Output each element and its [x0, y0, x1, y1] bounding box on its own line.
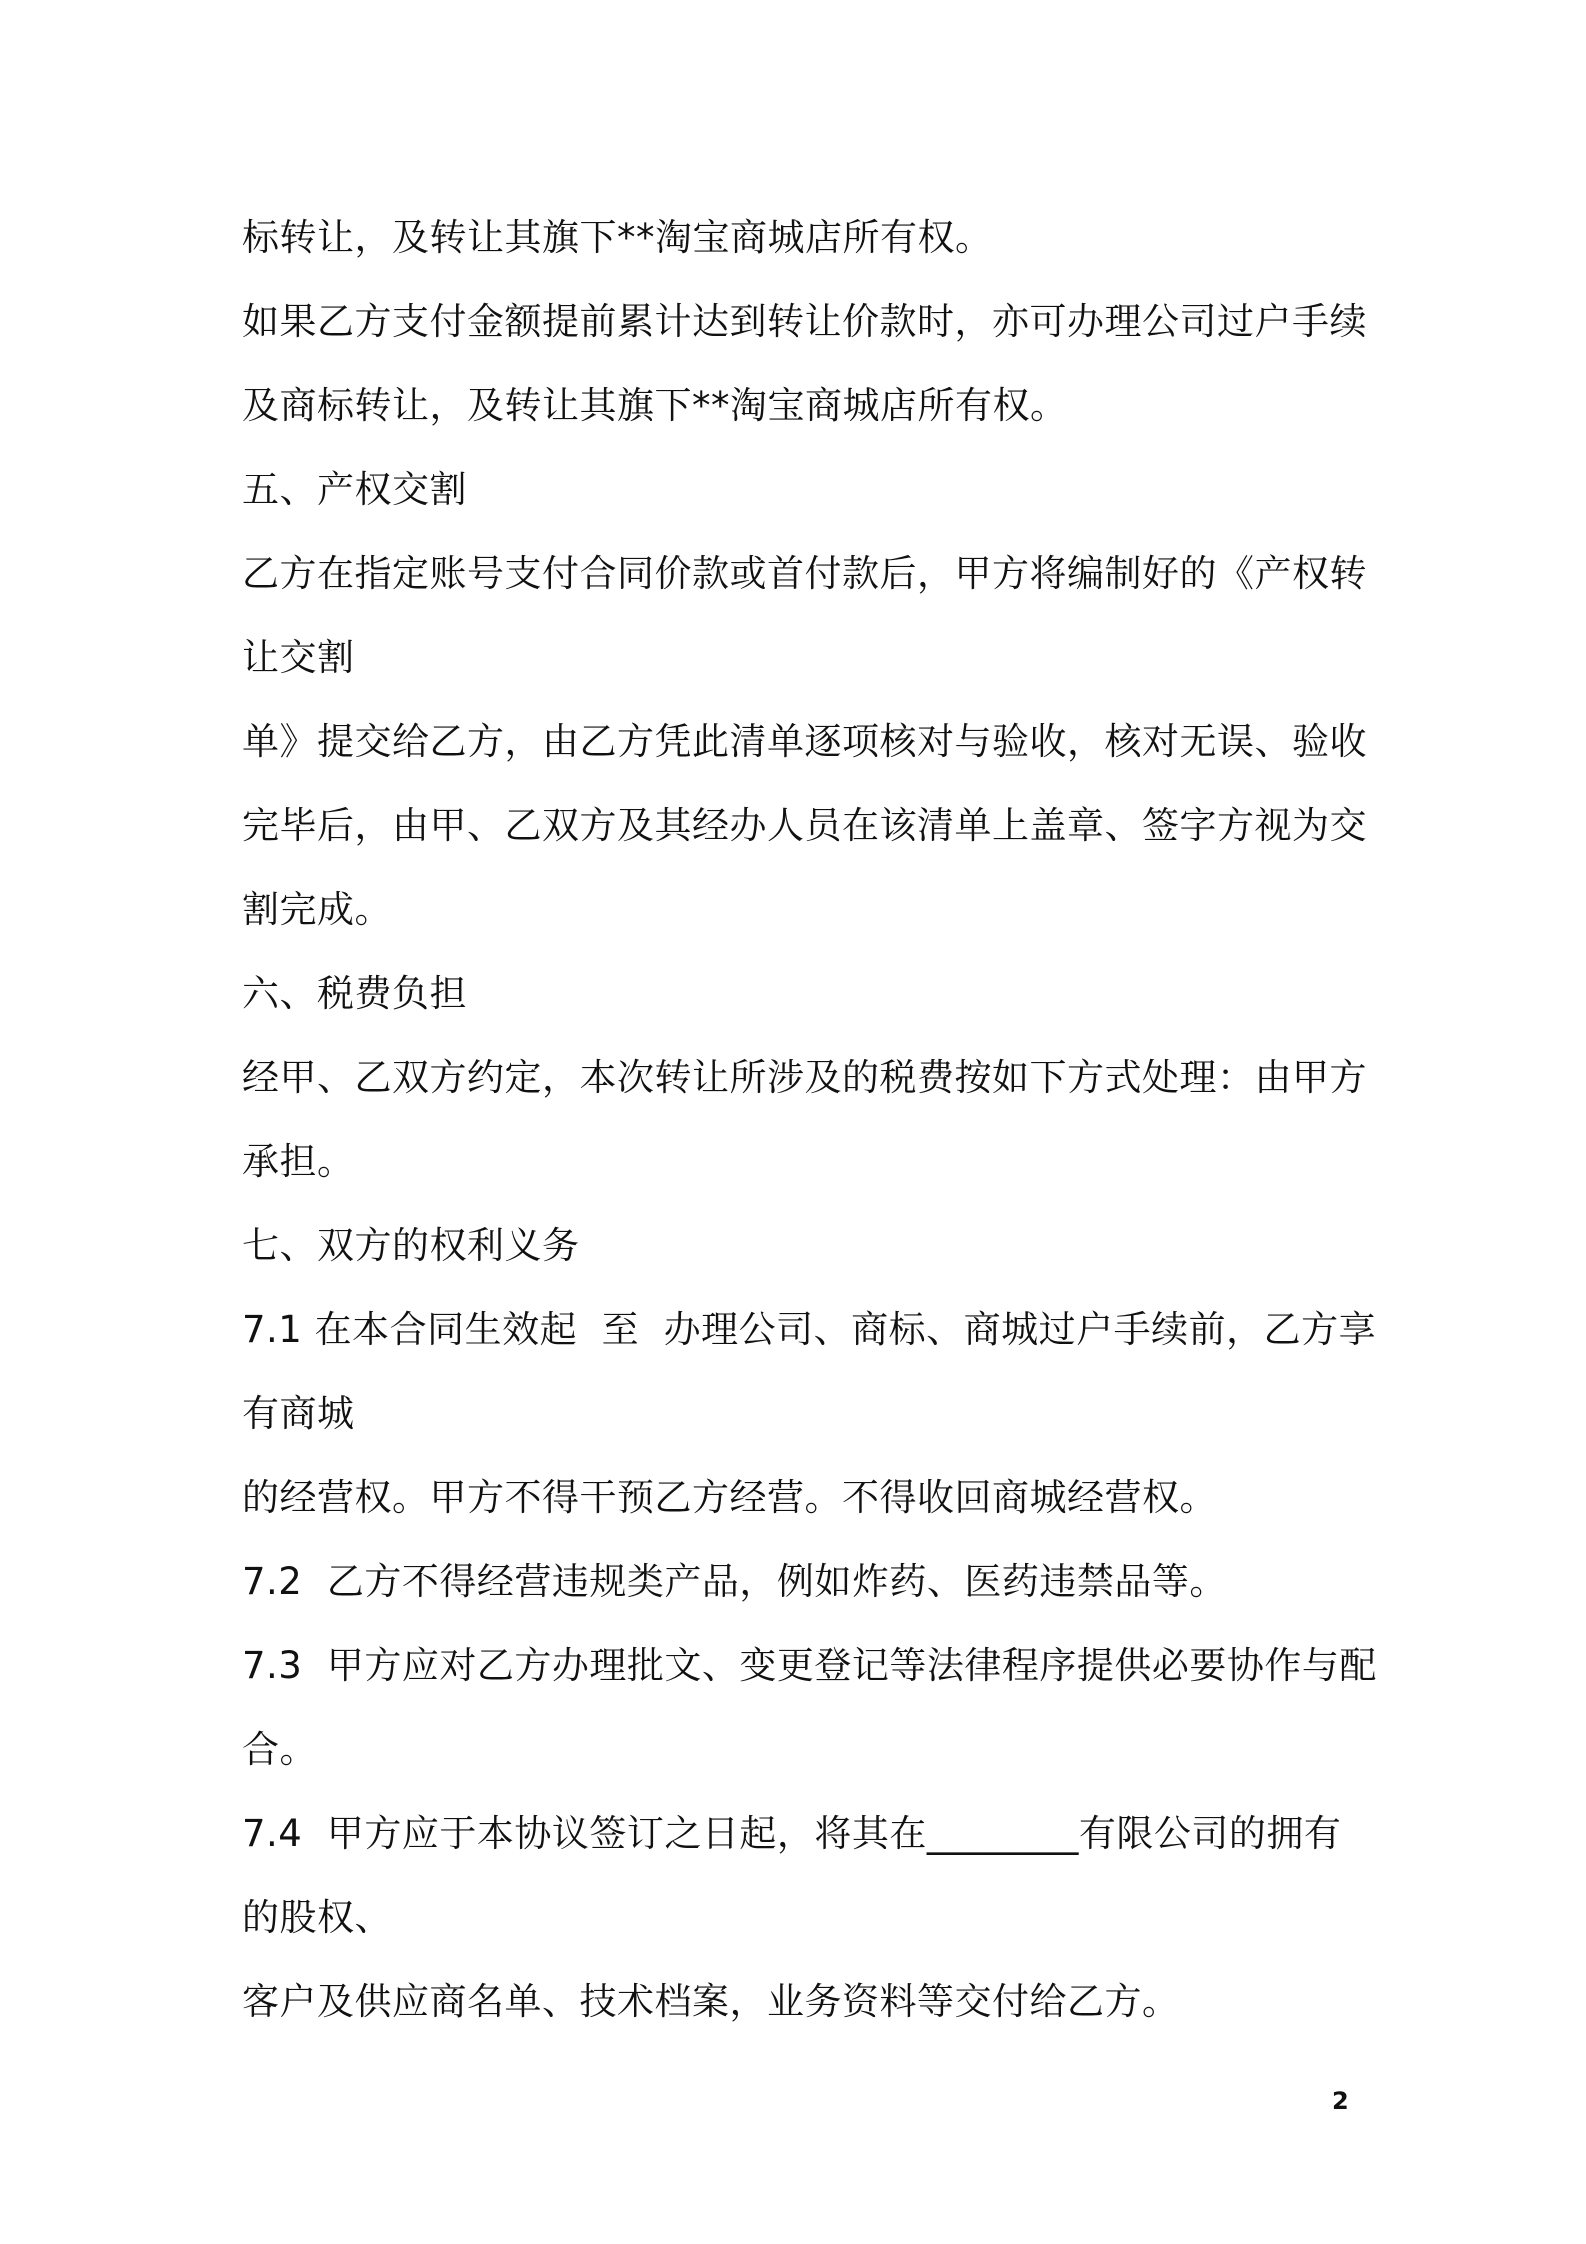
document-body: [242, 196, 1377, 2044]
page-number: 2: [1332, 2087, 1349, 2115]
text-line: 如果乙方支付金额提前累计达到转让价款时，亦可办理公司过户手续: [242, 300, 1367, 343]
section-heading-5: 五、产权交割: [242, 468, 467, 511]
text-line: 乙方在指定账号支付合同价款或首付款后，甲方将编制好的《产权转: [242, 552, 1367, 595]
text-line: 完毕后，由甲、乙双方及其经办人员在该清单上盖章、签字方视为交: [242, 804, 1367, 847]
text-line: 有商城: [242, 1392, 355, 1435]
text-line: 让交割: [242, 636, 355, 679]
clause-7-2: 7.2 乙方不得经营违规类产品，例如炸药、医药违禁品等。: [242, 1560, 1227, 1603]
text-line: 标转让，及转让其旗下**淘宝商城店所有权。: [242, 216, 993, 259]
section-heading-7: 七、双方的权利义务: [242, 1224, 580, 1267]
text-line: 割完成。: [242, 888, 392, 931]
text-line: 的股权、: [242, 1896, 392, 1939]
text-line: 单》提交给乙方，由乙方凭此清单逐项核对与验收，核对无误、验收: [242, 720, 1367, 763]
text-line: 及商标转让，及转让其旗下**淘宝商城店所有权。: [242, 384, 1068, 427]
section-heading-6: 六、税费负担: [242, 972, 467, 1015]
clause-7-4: 7.4 甲方应于本协议签订之日起，将其在________有限公司的拥有: [242, 1812, 1342, 1855]
text-line: 经甲、乙双方约定，本次转让所涉及的税费按如下方式处理：由甲方: [242, 1056, 1367, 1099]
text-line: 客户及供应商名单、技术档案，业务资料等交付给乙方。: [242, 1980, 1180, 2023]
text-line: 的经营权。甲方不得干预乙方经营。不得收回商城经营权。: [242, 1476, 1217, 1519]
text-line: 合。: [242, 1728, 317, 1771]
clause-7-1: 7.1 在本合同生效起 至 办理公司、商标、商城过户手续前，乙方享: [242, 1308, 1377, 1351]
clause-7-3: 7.3 甲方应对乙方办理批文、变更登记等法律程序提供必要协作与配: [242, 1644, 1377, 1687]
text-line: 承担。: [242, 1140, 355, 1183]
